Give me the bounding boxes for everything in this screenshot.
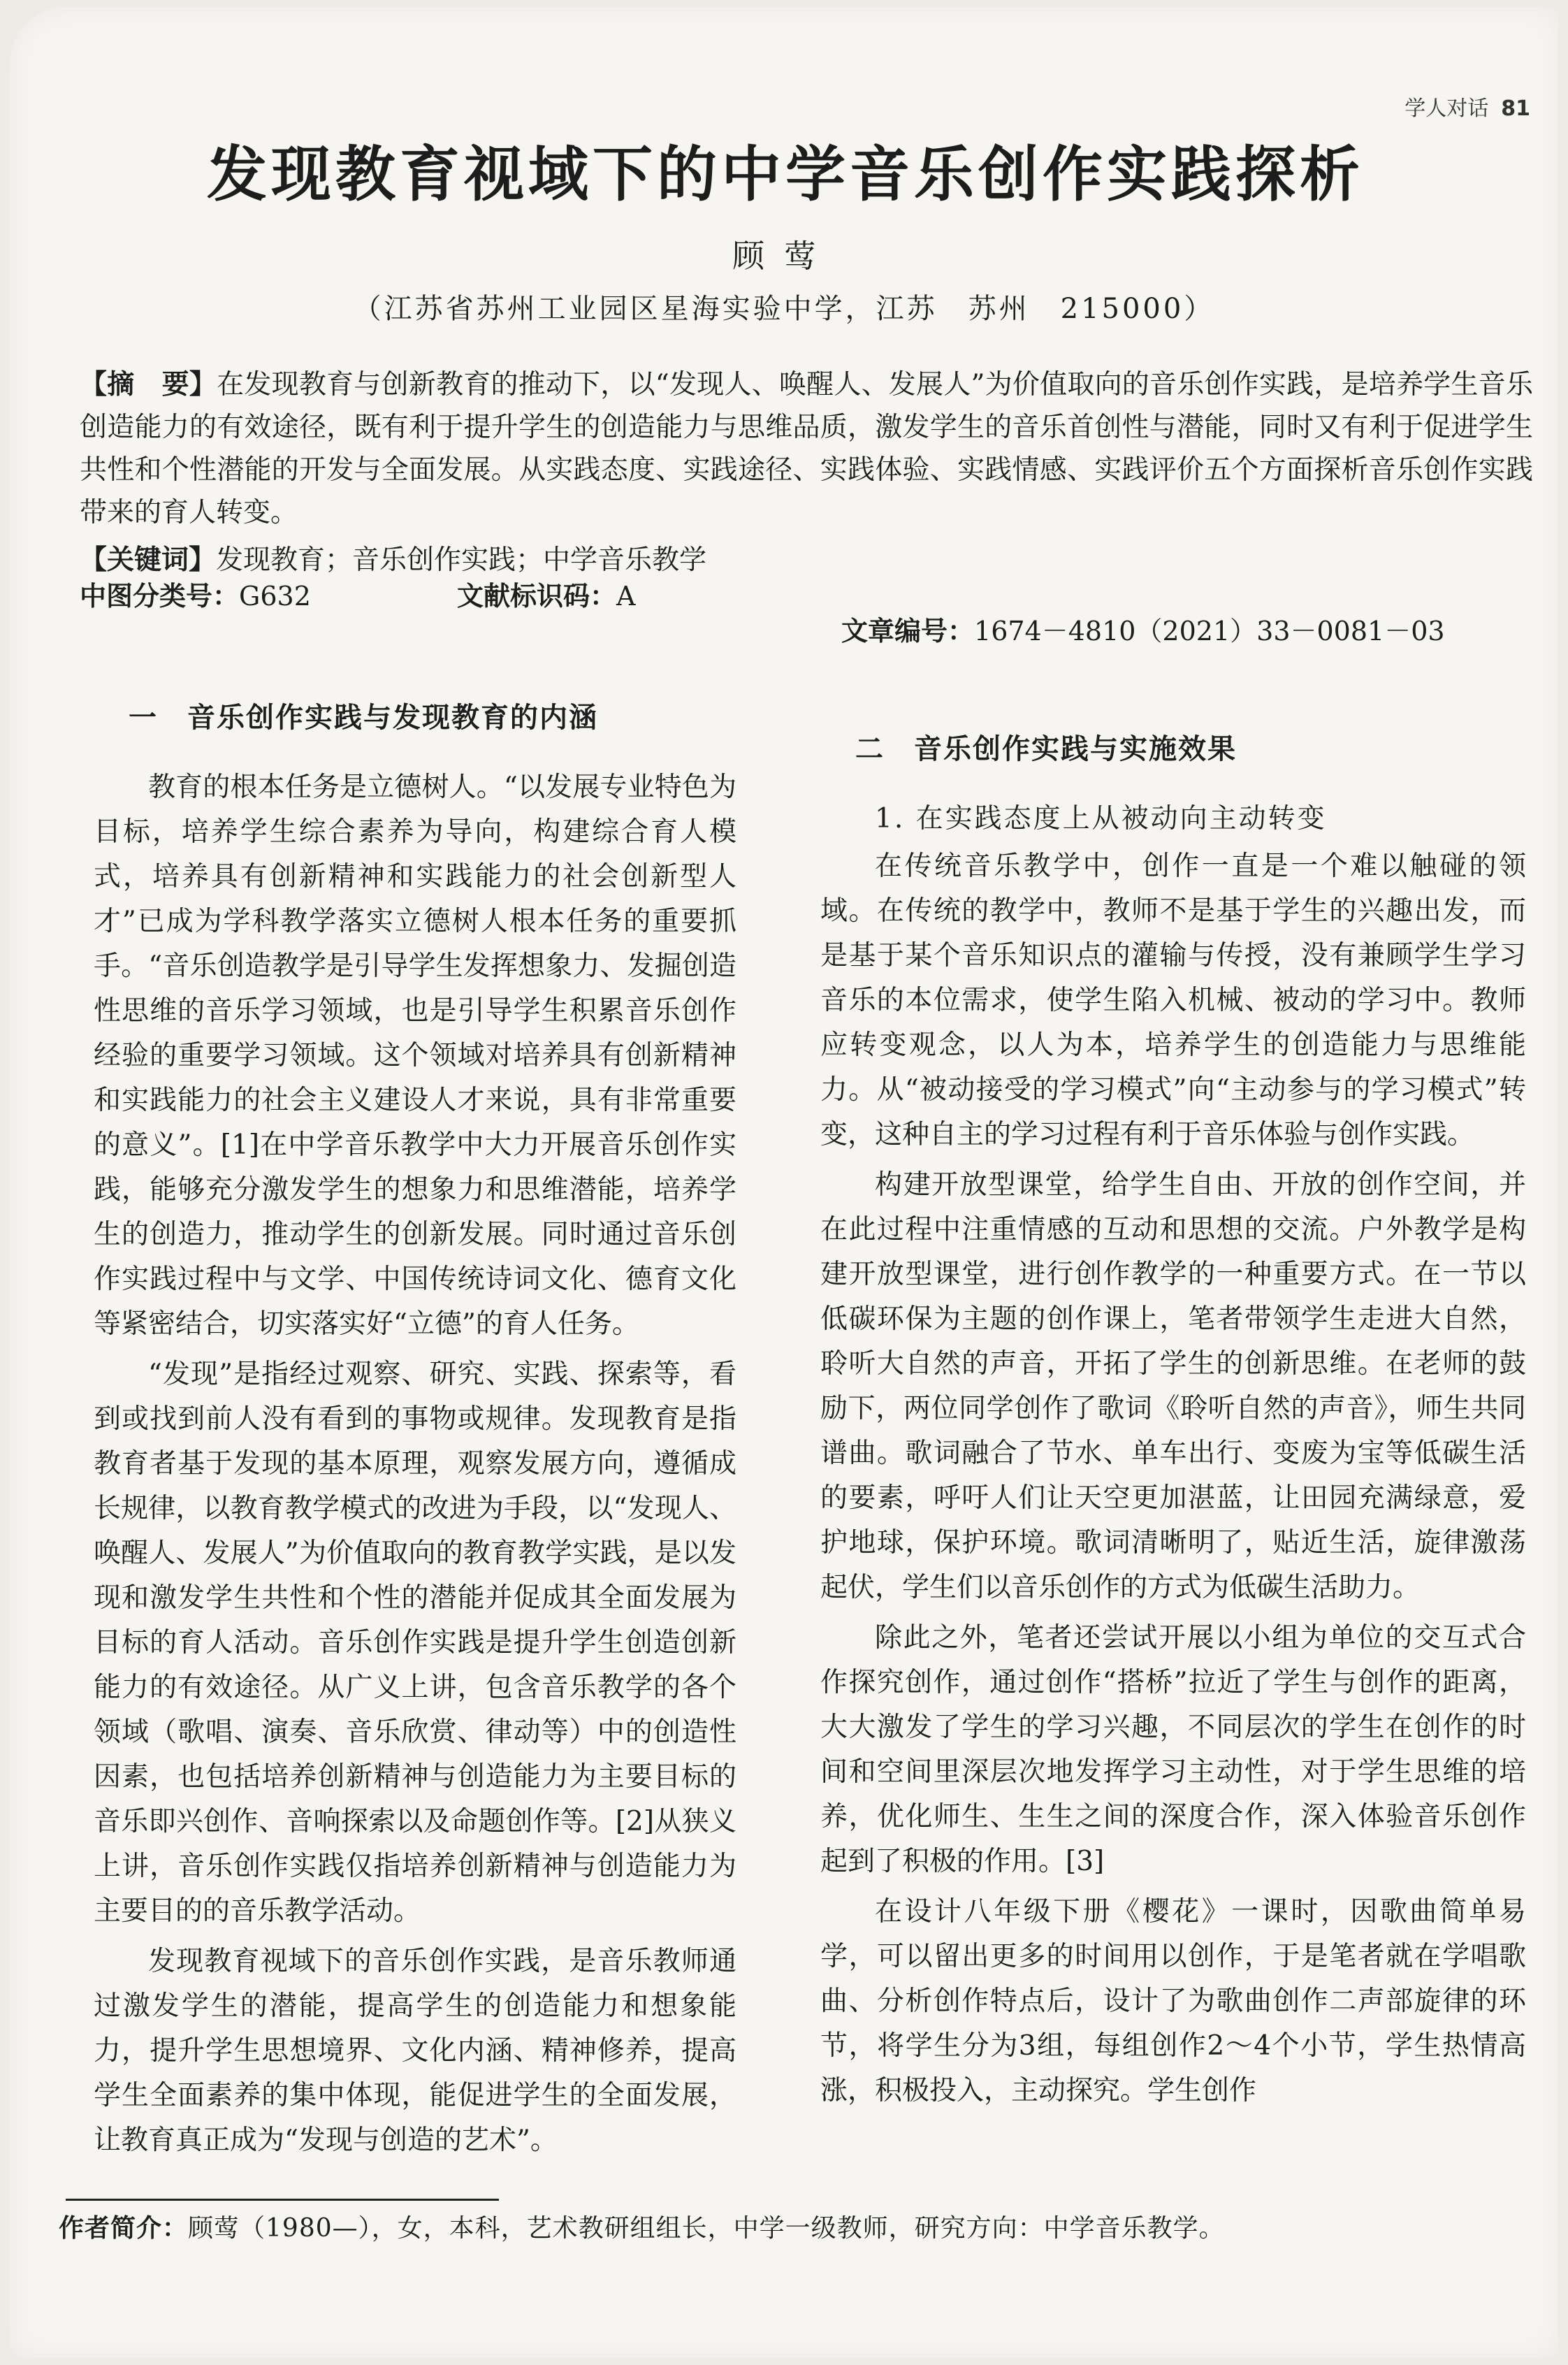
left-column [94, 695, 736, 2163]
journal-name: 学人对话 [1404, 96, 1489, 121]
classification-label: 中图分类号： [80, 581, 240, 612]
paragraph: 除此之外，笔者还尝试开展以小组为单位的交互式合作探究创作，通过创作“搭桥”拉近了学生与创作的距离，大大激发了学生的学习兴趣，不同层次的学生在创作的时间和空间里深层次地发挥学习主动性，对于学生思维的培养，优化师生、生生之间的深度合作，深入体验音乐创作起到了积极的作用。[3] [820, 1622, 1526, 1877]
paragraph: 在传统音乐教学中，创作一直是一个难以触碰的领域。在传统的教学中，教师不是基于学生的兴趣出发，而是基于某个音乐知识点的灌输与传授，没有兼顾学生学习音乐的本位需求，使学生陷入机械、被动的学习中。教师应转变观念，以人为本，培养学生的创造能力与思维能力。从“被动接受的学习模式”向“主动参与的学习模式”转变，这种自主的学习过程有利于音乐体验与创作实践。 [820, 851, 1526, 1150]
article-number-value: 1674－4810（2021）33－0081－03 [974, 616, 1445, 646]
paragraph: “发现”是指经过观察、研究、实践、探索等，看到或找到前人没有看到的事物或规律。发现教育是指教育者基于发现的基本原理，观察发展方向，遵循成长规律，以教育教学模式的改进为手段，以“发现人、唤醒人、发展人”为价值取向的教育教学实践，是以发现和激发学生共性和个性的潜能并促成其全面发展为目标的育人活动。音乐创作实践是提升学生创造创新能力的有效途径。从广义上讲，包含音乐教学的各个领域（歌唱、演奏、音乐欣赏、律动等）中的创造性因素，也包括培养创新精神与创造能力为主要目标的音乐即兴创作、音响探索以及命题创作等。[2]从狭义上讲，音乐创作实践仅指培养创新精神与创造能力为主要目的的音乐教学活动。 [94, 1359, 736, 1927]
keywords-label: 【关键词】 [80, 544, 217, 576]
article-number-label: 文章编号： [841, 616, 975, 646]
paragraph: 发现教育视域下的音乐创作实践，是音乐教师通过激发学生的潜能，提高学生的创造能力和想象能力，提升学生思想境界、文化内涵、精神修养，提高学生全面素养的集中体现，能促进学生的全面发展，让教育真正成为“发现与创造的艺术”。 [94, 1946, 736, 2156]
journal-page [10, 7, 1558, 2358]
right-column [820, 727, 1526, 2113]
article-title: 发现教育视域下的中学音乐创作实践探析 [207, 140, 1364, 210]
author-affiliation: （江苏省苏州工业园区星海实验中学，江苏 苏州 215000） [353, 293, 1215, 325]
subsection-heading: 1. 在实践态度上从被动向主动转变 [875, 803, 1327, 834]
document-code [457, 574, 635, 613]
abstract-text: 在发现教育与创新教育的推动下，以“发现人、唤醒人、发展人”为价值取向的音乐创作实践，是培养学生音乐创造能力的有效途径，既有利于提升学生的创造能力与思维品质，激发学生的音乐首创性与潜能，同时又有利于促进学生共性和个性潜能的开发与全面发展。从实践态度、实践途径、实践体验、实践情感、实践评价五个方面探析音乐创作实践带来的育人转变。 [80, 369, 1533, 528]
classification-value: G632 [239, 581, 311, 612]
abstract [80, 363, 1533, 534]
footnote-label: 作者简介： [59, 2214, 189, 2243]
paragraph: 构建开放型课堂，给学生自由、开放的创作空间，并在此过程中注重情感的互动和思想的交流。户外教学是构建开放型课堂，进行创作教学的一种重要方式。在一节以低碳环保为主题的创作课上，笔者带领学生走进大自然，聆听大自然的声音，开拓了学生的创新思维。在老师的鼓励下，两位同学创作了歌词《聆听自然的声音》，师生共同谱曲。歌词融合了节水、单车出行、变废为宝等低碳生活的要素，呼吁人们让天空更加湛蓝，让田园充满绿意，爱护地球，保护环境。歌词清晰明了，贴近生活，旋律激荡起伏，学生们以音乐创作的方式为低碳生活助力。 [820, 1169, 1526, 1603]
section-heading-1: 一 音乐创作实践与发现教育的内涵 [129, 702, 598, 734]
paragraph: 在设计八年级下册《樱花》一课时，因歌曲简单易学，可以留出更多的时间用以创作，于是笔者就在学唱歌曲、分析创作特点后，设计了为歌曲创作二声部旋律的环节，将学生分为3组，每组创作2～4个小节，学生热情高涨，积极投入，主动探究。学生创作 [820, 1896, 1526, 2106]
page-number: 81 [1501, 96, 1530, 121]
section-heading-2: 二 音乐创作实践与实施效果 [855, 733, 1237, 765]
paragraph: 教育的根本任务是立德树人。“以发展专业特色为目标，培养学生综合素养为导向，构建综合育人模式，培养具有创新精神和实践能力的社会创新型人才”已成为学科教学落实立德树人根本任务的重要抓手。“音乐创造教学是引导学生发挥想象力、发掘创造性思维的音乐学习领域，也是引导学生积累音乐创作经验的重要学习领域。这个领域对培养具有创新精神和实践能力的社会主义建设人才来说，具有非常重要的意义”。[1]在中学音乐教学中大力开展音乐创作实践，能够充分激发学生的想象力和思维潜能，培养学生的创造力，推动学生的创新发展。同时通过音乐创作实践过程中与文学、中国传统诗词文化、德育文化等紧密结合，切实落实好“立德”的育人任务。 [94, 772, 736, 1340]
keywords-text: 发现教育；音乐创作实践；中学音乐教学 [216, 544, 707, 576]
article-number [841, 609, 1445, 648]
footnote-text: 顾莺（1980—），女，本科，艺术教研组组长，中学一级教师，研究方向：中学音乐教学。 [188, 2214, 1225, 2243]
document-code-value: A [616, 581, 636, 612]
document-code-label: 文献标识码： [457, 581, 617, 612]
keywords [80, 538, 706, 577]
author-name: 顾莺 [732, 237, 836, 275]
footnote-divider [66, 2199, 499, 2201]
running-head [1404, 91, 1530, 122]
author-bio-footnote [59, 2208, 1225, 2244]
abstract-label: 【摘 要】 [80, 369, 217, 400]
classification-number [80, 574, 311, 613]
